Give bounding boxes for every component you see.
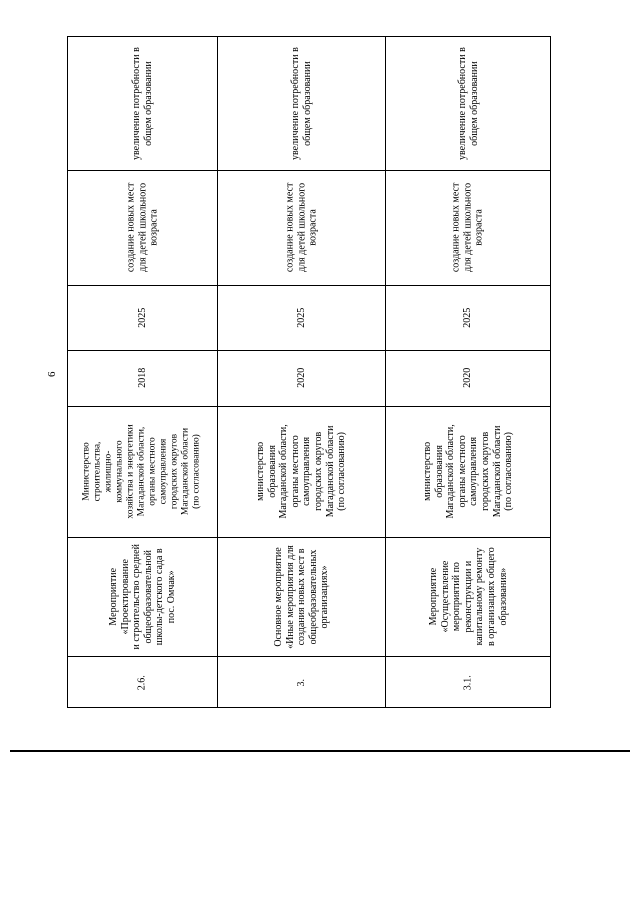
executor-text: Министерство строительства, жилищно- коммунального хозяйства и энергетики Магаданской области, органы местного самоуправления городских округов Магаданской области (по согласованию) [82,424,202,519]
measure-text: Мероприятие «Осуществление мероприятий по реконструкции и капитальному ремонту в организациях общего образования» [427,547,508,646]
effect-text: увеличение потребности в общем образовании [289,47,313,160]
measure-text: Мероприятие «Проектирование и строительство средней общеобразовательной школы-детского сада в пос. Омчак» [107,543,177,650]
result-cell [68,170,217,285]
executor-text: министерство образования Магаданской области, органы местного самоуправления городских округов Магаданской области (по согласованию) [421,424,514,519]
row-number-cell [218,656,385,709]
end-year-cell [218,285,385,350]
effect-cell [386,37,550,170]
end-year-cell [68,285,217,350]
effect-text: увеличение потребности в общем образовании [130,47,154,160]
effect-cell [218,37,385,170]
effect-text: увеличение потребности в общем образовании [456,47,479,160]
result-cell [386,170,550,285]
start-year-cell [218,350,385,406]
row-number: 2.6. [136,675,148,690]
result-cell [218,170,385,285]
row-number-cell [386,656,550,709]
executor-cell [218,406,385,537]
effect-cell [68,37,217,170]
end-year: 2025 [295,307,307,328]
page-number: 6 [46,371,58,377]
executor-cell [68,406,217,537]
measure-cell [68,537,217,656]
result-text: создание новых мест для детей школьного возраста [125,182,160,273]
start-year: 2018 [136,368,148,388]
result-text: создание новых мест для детей школьного возраста [284,182,319,273]
start-year-cell [386,350,550,406]
measure-cell [386,537,550,656]
end-year-cell [386,285,550,350]
measure-text: Основное мероприятие «Иные мероприятия для создания новых мест в общеобразовательных организациях» [272,544,330,649]
executor-text: министерство образования Магаданской области, органы местного самоуправления городских округов Магаданской области (по согласованию) [255,424,348,519]
row-number: 3.1. [462,675,474,690]
measures-table [67,36,551,708]
row-number: 3. [295,678,307,687]
row-number-cell [68,656,217,709]
bottom-rule [10,750,630,752]
result-text: создание новых мест для детей школьного возраста [450,182,485,273]
start-year: 2020 [462,368,474,388]
start-year: 2020 [295,368,307,388]
start-year-cell [68,350,217,406]
executor-cell [386,406,550,537]
measure-cell [218,537,385,656]
end-year: 2025 [136,307,148,328]
end-year: 2025 [462,307,474,328]
